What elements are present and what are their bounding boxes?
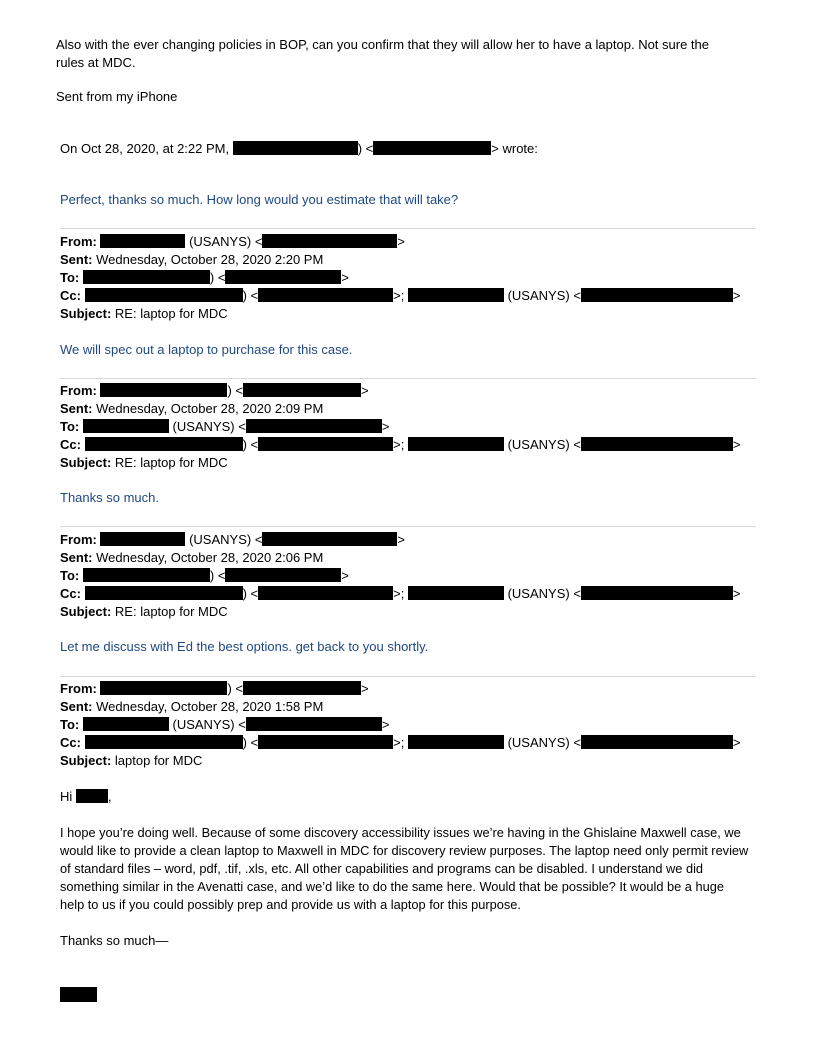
greeting (60, 788, 112, 806)
redaction-block (581, 437, 733, 451)
subject-value: laptop for MDC (114, 753, 203, 768)
redaction-block (408, 437, 504, 451)
sent-value: Wednesday, October 28, 2020 2:20 PM (96, 252, 324, 267)
redaction-block (100, 532, 185, 546)
from-line (60, 382, 369, 400)
redaction-block (408, 288, 504, 302)
angle-close: > (732, 735, 741, 750)
angle-close: > (732, 437, 741, 452)
closing: Thanks so much— (60, 933, 169, 948)
message-body: We will spec out a laptop to purchase for this case. (60, 342, 353, 357)
paren-text: ) < (242, 437, 259, 452)
redaction-block (100, 234, 185, 248)
quote-suffix: > wrote: (491, 141, 538, 156)
usanys-text: (USANYS) < (507, 735, 581, 750)
sent-label: Sent: (60, 699, 93, 714)
redaction-block (225, 568, 341, 582)
redaction-block (85, 735, 243, 749)
cc-label: Cc: (60, 586, 81, 601)
sent-line (60, 400, 323, 418)
subject-value: RE: laptop for MDC (114, 604, 228, 619)
redaction-block (408, 586, 504, 600)
to-line (60, 269, 349, 287)
redaction-block (83, 270, 210, 284)
quote-prefix: On Oct 28, 2020, at 2:22 PM, (60, 141, 230, 156)
angle-close: > (361, 681, 369, 696)
subject-label: Subject: (60, 306, 112, 321)
usanys-text: (USANYS) < (507, 288, 581, 303)
redaction-block (243, 681, 361, 695)
message-body: Thanks so much. (60, 490, 159, 505)
angle-semicolon: >; (393, 735, 405, 750)
usanys-text: (USANYS) < (189, 234, 263, 249)
from-line (60, 531, 405, 549)
paren-text: ) < (242, 735, 259, 750)
separator-rule (60, 378, 756, 379)
separator-rule (60, 228, 756, 229)
subject-line (60, 305, 228, 323)
from-label: From: (60, 234, 97, 249)
cc-line (60, 585, 741, 603)
greeting-comma: , (107, 789, 112, 804)
redaction-block (233, 141, 358, 155)
redaction-block (581, 735, 733, 749)
paren-text: ) < (242, 586, 259, 601)
redaction-block (85, 288, 243, 302)
sent-value: Wednesday, October 28, 2020 2:09 PM (96, 401, 324, 416)
redaction-block (246, 419, 382, 433)
from-label: From: (60, 532, 97, 547)
angle-close: > (732, 586, 741, 601)
subject-value: RE: laptop for MDC (114, 455, 228, 470)
redaction-block (262, 234, 397, 248)
intro-line-2: rules at MDC. (56, 55, 136, 70)
redaction-block (373, 141, 491, 155)
subject-line (60, 603, 228, 621)
cc-line (60, 436, 741, 454)
redaction-block (76, 789, 108, 803)
angle-semicolon: >; (393, 288, 405, 303)
angle-close: > (381, 419, 390, 434)
angle-close: > (732, 288, 741, 303)
redaction-block (258, 735, 393, 749)
redaction-block (100, 681, 227, 695)
angle-close: > (397, 234, 406, 249)
message-body: Perfect, thanks so much. How long would you estimate that will take? (60, 192, 459, 207)
redaction-block (243, 383, 361, 397)
from-line (60, 233, 405, 251)
redaction-block (581, 586, 733, 600)
angle-semicolon: >; (393, 586, 405, 601)
cc-label: Cc: (60, 288, 81, 303)
usanys-text: (USANYS) < (507, 586, 581, 601)
subject-label: Subject: (60, 455, 112, 470)
paren-text: ) < (242, 288, 259, 303)
usanys-text: (USANYS) < (172, 419, 246, 434)
redaction-block (246, 717, 382, 731)
redaction-block (225, 270, 341, 284)
to-label: To: (60, 568, 80, 583)
sent-label: Sent: (60, 401, 93, 416)
quote-header (60, 140, 538, 158)
redaction-block (262, 532, 397, 546)
redaction-block (83, 717, 169, 731)
sent-value: Wednesday, October 28, 2020 1:58 PM (96, 699, 324, 714)
redaction-block (100, 383, 227, 397)
to-line (60, 567, 349, 585)
separator-rule (60, 526, 756, 527)
subject-label: Subject: (60, 753, 112, 768)
redaction-block (408, 735, 504, 749)
message-body: Let me discuss with Ed the best options. get back to you shortly. (60, 639, 429, 654)
angle-close: > (361, 383, 369, 398)
subject-label: Subject: (60, 604, 112, 619)
subject-value: RE: laptop for MDC (114, 306, 228, 321)
usanys-text: (USANYS) < (507, 437, 581, 452)
redaction-block (258, 288, 393, 302)
paren-text: ) < (227, 681, 244, 696)
paren-text: ) < (209, 568, 226, 583)
sent-line (60, 698, 323, 716)
quote-mid: ) < (357, 141, 374, 156)
cc-label: Cc: (60, 437, 81, 452)
sent-line (60, 251, 323, 269)
angle-close: > (381, 717, 390, 732)
redaction-block (258, 437, 393, 451)
sent-label: Sent: (60, 252, 93, 267)
body-paragraph: I hope you’re doing well. Because of some discovery accessibility issues we’re having in the Ghislaine Maxwell case, we would like to provide a clean laptop to Maxwell in MDC for discovery review purposes. The laptop need only permit review of standard files – word, pdf, .tif, .xls, etc. All other capabilities and programs can be disabled. I understand we did something similar in the Avenatti case, and we’d like to do the same here. Would that be possible? It would be a huge help to us if you could possibly prep and provide us with a laptop for this purpose. (60, 825, 749, 912)
intro-line-1: Also with the ever changing policies in BOP, can you confirm that they will allow her to have a laptop. Not sure the (56, 37, 710, 52)
signature-redaction-block (60, 987, 97, 1002)
from-label: From: (60, 681, 97, 696)
angle-semicolon: >; (393, 437, 405, 452)
to-line (60, 418, 389, 436)
cc-line (60, 287, 741, 305)
sent-value: Wednesday, October 28, 2020 2:06 PM (96, 550, 324, 565)
redaction-block (85, 437, 243, 451)
usanys-text: (USANYS) < (189, 532, 263, 547)
greeting-word: Hi (60, 789, 73, 804)
angle-close: > (341, 270, 350, 285)
usanys-text: (USANYS) < (172, 717, 246, 732)
redaction-block (258, 586, 393, 600)
sent-label: Sent: (60, 550, 93, 565)
to-line (60, 716, 389, 734)
subject-line (60, 752, 202, 770)
from-line (60, 680, 369, 698)
sent-line (60, 549, 323, 567)
redaction-block (581, 288, 733, 302)
from-label: From: (60, 383, 97, 398)
to-label: To: (60, 717, 80, 732)
angle-close: > (397, 532, 406, 547)
cc-label: Cc: (60, 735, 81, 750)
paren-text: ) < (227, 383, 244, 398)
redaction-block (85, 586, 243, 600)
subject-line (60, 454, 228, 472)
redaction-block (83, 419, 169, 433)
to-label: To: (60, 270, 80, 285)
redaction-block (83, 568, 210, 582)
to-label: To: (60, 419, 80, 434)
paren-text: ) < (209, 270, 226, 285)
sent-from-iphone: Sent from my iPhone (56, 89, 178, 104)
cc-line (60, 734, 741, 752)
separator-rule (60, 676, 756, 677)
angle-close: > (341, 568, 350, 583)
